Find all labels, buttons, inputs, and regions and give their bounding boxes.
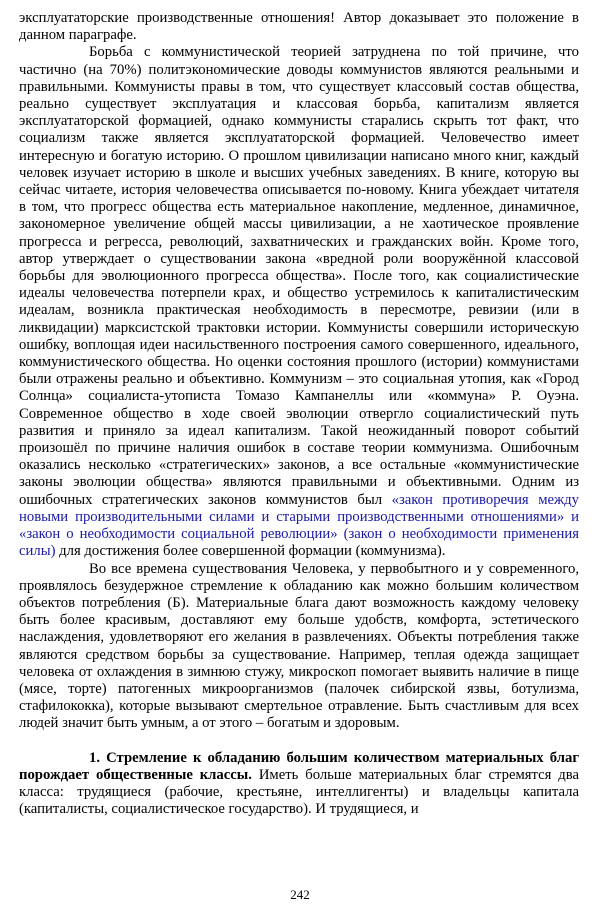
paragraph-text: Иметь больше материальных благ стремятся два класса: трудящиеся (рабочие, крестьяне, интеллигенты) и владельцы капитала (капиталисты, социалистическое государство). И трудящиеся, и — [19, 766, 579, 818]
paragraph-gap — [19, 733, 579, 750]
page-number: 242 — [290, 887, 310, 902]
paragraph-ending: для достижения более совершенной формации (коммунизма). — [55, 543, 446, 560]
law-link-contradiction[interactable]: «закон противоречия между новыми производительными силами и старыми производственными отношениями» — [19, 491, 579, 525]
paragraph-classes — [19, 750, 579, 819]
law-link-revolution[interactable]: «закон о необходимости социальной революции» (закон о необходимости применения силы) — [19, 526, 579, 560]
paragraph-consumption: Во все времена существования Человека, у первобытного и у современного, проявлялось безудержное стремление к обладанию как можно большим количеством объектов потребления (Б). Материальные блага дают возможность каждому человеку быть более красивым, доставляют ему больше удобств, комфорта, эстетического наслаждения, удовлетворяют его желания в развлечениях. Объекты потребления также являются средством борьбы за существование. Например, теплая одежда защищает человека от охлаждения в зимнюю стужу, микроскоп помогает выявить наличие в пище (мясе, торте) патогенных микроорганизмов (палочек сибирской язвы, ботулизма, стафилококка), которые вызывают смертельное отравление. Быть счастливым для всех людей значит быть умным, а от этого – богатым и здоровым. — [19, 560, 579, 732]
paragraph-text: Борьба с коммунистической теорией затруднена по той причине, что частично (на 70%) политэкономические доводы коммунистов являются реальными и правильными. Коммунисты правы в том, что существует классовый состав общества, реально существует эксплуатация и классовая борьба, капитализм является эксплуататорской формацией, однако коммунисты старались скрыть тот факт, что социализм также является эксплуататорской формацией. Человечество имеет интересную и богатую историю. О прошлом цивилизации написано много книг, каждый человек изучает историю в школе и высших учебных заведениях. В книге, которую вы сейчас читаете, история человечества описывается по-новому. Книга убеждает читателя в том, что прогресс общества есть материальное накопление, медленное, динамичное, закономерное увеличение общей массы цивилизации, а не хаотическое проявление прогресса и регресса, революций, захватнических и гражданских войн. Кроме того, автор утверждает о существовании закона «вредной роли вооружённой классовой борьбы для эволюционного прогресса общества». После того, как социалистические идеалы человечества потерпели крах, и общество устремилось к капиталистическим идеалам, возникла практическая необходимость в пересмотре, ревизии (или в ликвидации) марксистской трактовки истории. Коммунисты совершили историческую ошибку, воплощая идеи насильственного построения самого совершенного, идеального, коммунистического общества. Но оценки состояния прошлого (истории) коммунистами были отражены реально и объективно. Коммунизм – это социальная утопия, как «Город Солнца» социалиста-утописта Томазо Кампанеллы или «коммуна» Р. Оуэна. Современное общество в ходе своей эволюции отвергло социалистический путь развития и приняло за идеал капитализм. Такой неожиданный поворот событий произошёл по причине наличия ошибок в составе теории коммунизма. Ошибочным оказались несколько «стратегических» законов, а все остальные «коммунистические законы эволюции общества» являются правильными и объективными. Одним из ошибочных стратегических законов коммунистов был — [19, 44, 579, 508]
page-body — [19, 10, 579, 818]
paragraph-continuation: эксплуататорские производственные отношения! Автор доказывает это положение в данном параграфе. — [19, 10, 579, 44]
section-heading: 1. Стремление к обладанию большим количеством материальных благ порождает общественные классы. — [19, 749, 579, 783]
paragraph-communist-theory — [19, 44, 579, 560]
link-conjunction: и — [564, 508, 579, 525]
